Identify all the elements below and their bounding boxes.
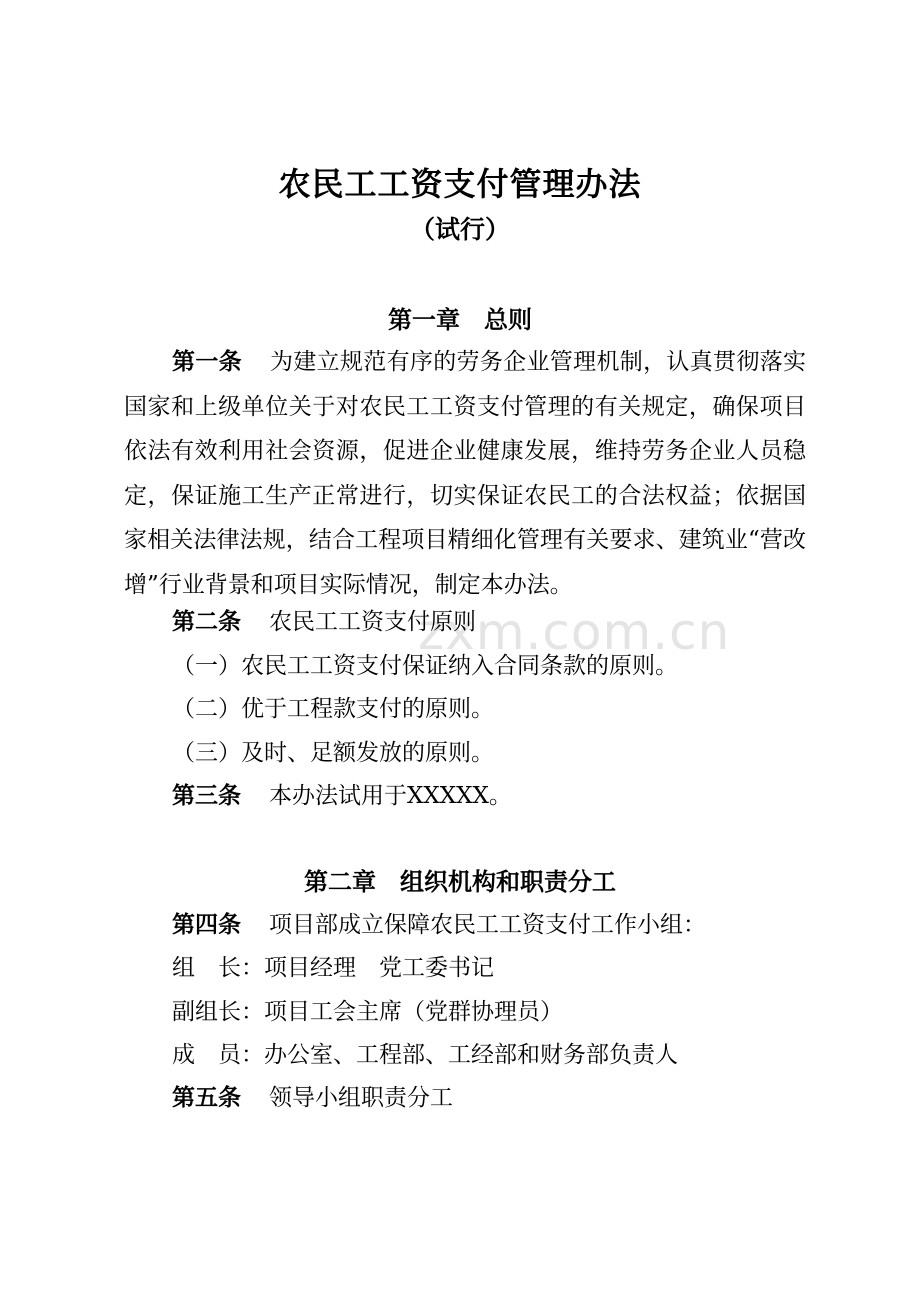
article-2-item-2: （二）优于工程款支付的原则。 [172,696,494,722]
document-subtitle: （试行） [409,215,510,244]
article-5-line [172,1080,453,1116]
article-3-line [172,778,512,814]
article-1-paragraph [124,340,806,608]
article-2-item-1: （一）农民工工资支付保证纳入合同条款的原则。 [172,653,678,679]
article-2-label: 第二条 [172,609,241,635]
article-5-label: 第五条 [172,1085,241,1111]
article-2-item-3: （三）及时、足额发放的原则。 [172,740,494,766]
article-1-label: 第一条 [172,349,242,375]
article-4-label: 第四条 [172,912,241,938]
article-1-text: 为建立规范有序的劳务企业管理机制，认真贯彻落实国家和上级单位关于对农民工工资支付管理的有关规定，确保项目依法有效利用社会资源，促进企业健康发展，维持劳务企业人员稳定，保证施工生产正常进行，切实保证农民工的合法权益；依据国家相关法律法规，结合工程项目精细化管理有关要求、建筑业“营改增”行业背景和项目实际情况，制定本办法。 [124,349,807,598]
role-deputy-leader: 副组长：项目工会主席（党群协理员） [172,999,563,1025]
article-4-line [172,907,706,943]
article-3-text: 本办法试用于XXXXX。 [269,783,512,809]
role-members: 成 员：办公室、工程部、工经部和财务部负责人 [172,1042,678,1068]
article-2-text: 农民工工资支付原则 [269,609,476,635]
chapter-2-heading: 第二章 组织机构和职责分工 [304,867,616,896]
document-title: 农民工工资支付管理办法 [278,165,642,203]
watermark: zxm.com.cn [418,603,731,661]
article-2-line [172,604,476,640]
article-4-text: 项目部成立保障农民工工资支付工作小组： [269,912,706,938]
role-leader: 组 长：项目经理 党工委书记 [172,955,494,981]
article-3-label: 第三条 [172,783,241,809]
chapter-1-heading: 第一章 总则 [388,305,532,334]
article-5-text: 领导小组职责分工 [269,1085,453,1111]
